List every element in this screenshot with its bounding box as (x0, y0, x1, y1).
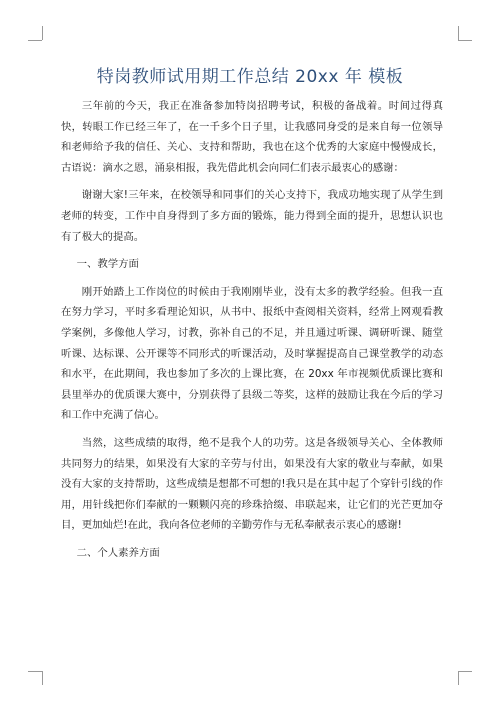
crop-mark-top-left-v (42, 26, 43, 40)
crop-mark-top-left-h (28, 40, 42, 41)
paragraph-acknowledgement: 当然，这些成绩的取得，绝不是我个人的功劳。这是各级领导关心、全体教师共同努力的结果，如果没有大家的辛劳与付出，如果没有大家的敬业与奉献，如果没有大家的支持帮助，这些成绩是想都不可想的!我只是在其中起了个穿针引线的作用，用针线把你们奉献的一颗颗闪亮的珍珠拾缀、串联起来，让它们的光芒更加夺目，更加灿烂!在此，我向各位老师的辛勤劳作与无私奉献表示衷心的感谢! (61, 436, 443, 532)
paragraph-teaching: 刚开始踏上工作岗位的时候由于我刚刚毕业，没有太多的教学经验。但我一直在努力学习，平时多看理论知识，从书中、报纸中查阅相关资料，经常上网观看教学案例，多像他人学习，讨教，弥补自己的不足，并且通过听课、调研听课、随堂听课、达标课、公开课等不同形式的听课活动，及时掌握提高自己课堂教学的动态和水平，在此期间，我也参加了多次的上课比赛，在 20xx 年市视频优质课比赛和县里举办的优质课大赛中，分别获得了县级二等奖，这样的鼓励让我在今后的学习和工作中充满了信心。 (61, 285, 443, 422)
crop-mark-top-right-v (458, 26, 459, 40)
section-heading-teaching: 一、教学方面 (76, 258, 139, 271)
document-title: 特岗教师试用期工作总结 20xx 年 模板 (96, 67, 404, 87)
crop-mark-bottom-right-v (458, 671, 459, 685)
paragraph-intro: 三年前的今天，我正在准备参加特岗招聘考试，积极的备战着。时间过得真快，转眼工作已经三年了，在一千多个日子里，让我感同身受的是来自每一位领导和老师给予我的信任、关心、支持和帮助，我也在这个优秀的大家庭中慢慢成长，古语说：滴水之恩，涌泉相报，我先借此机会向同仁们表示最衷心的感谢： (61, 100, 443, 174)
document-body (61, 96, 443, 570)
section-heading-personal: 二、个人素养方面 (76, 546, 160, 559)
crop-mark-bottom-left-h (28, 671, 42, 672)
crop-mark-bottom-left-v (42, 671, 43, 685)
paragraph-thanks: 谢谢大家!三年来，在校领导和同事们的关心支持下，我成功地实现了从学生到老师的转变，工作中自身得到了多方面的锻炼，能力得到全面的提升，思想认识也有了极大的提高。 (61, 189, 443, 243)
crop-mark-bottom-right-h (458, 671, 472, 672)
crop-mark-top-right-h (458, 40, 472, 41)
